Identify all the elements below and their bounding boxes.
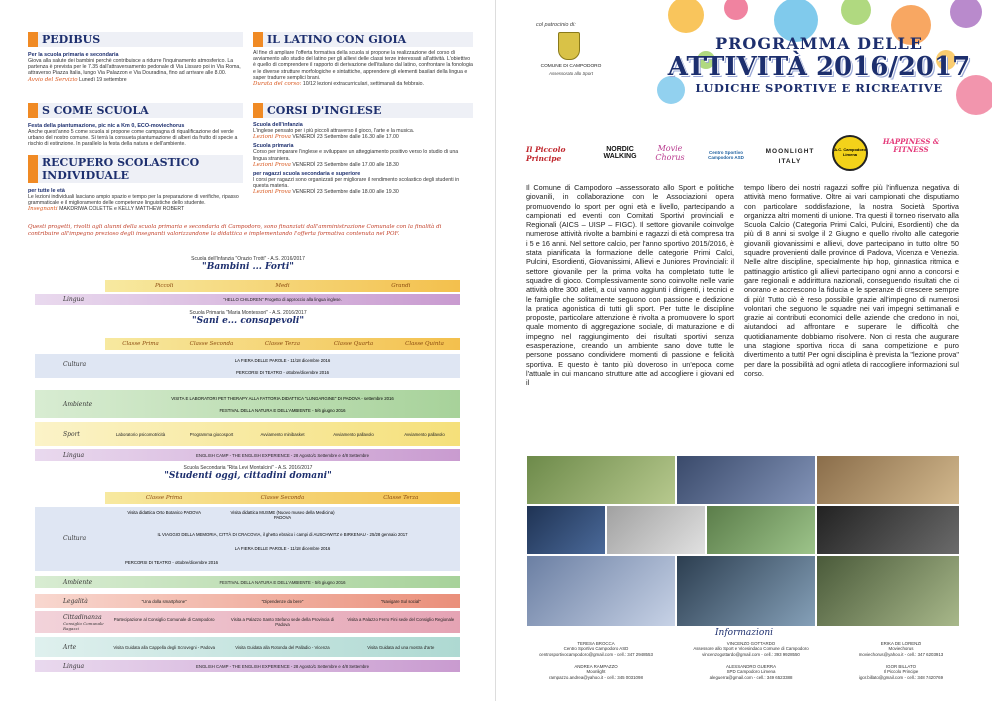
inglese-sub-1: Scuola dell'infanzia: [253, 122, 303, 128]
row-label: Lingua: [63, 662, 85, 670]
row-label: Cittadinanza: [63, 613, 102, 621]
latino-highlight: Durata del corso:: [253, 81, 302, 88]
row-item: PERCORSI DI TEATRO - ottobre/dicembre 2016: [125, 560, 218, 565]
infanzia-col: Piccoli: [154, 283, 174, 289]
photo-kids: [816, 555, 960, 627]
contact-igor: [836, 664, 966, 680]
infanzia-row-lingua: [35, 294, 460, 305]
infanzia-col: Grandi: [391, 283, 411, 289]
row-item: Programma giocosport: [189, 431, 234, 437]
contact-teresa: [526, 641, 666, 657]
recupero-section: [28, 155, 243, 213]
inglese-sub-2: Scuola primaria: [253, 143, 294, 150]
pedibus-section: [28, 32, 243, 83]
photo-team-volley: [676, 455, 816, 505]
inglese-text-2: Corso per imparare l'inglese e sviluppare un atteggiamento positivo verso lo studio di una lingua straniera.: [253, 149, 459, 162]
row-item: Visita didattica Orto Botanico PADOVA: [127, 510, 201, 515]
row-item: Avviamento minibasket: [260, 431, 305, 437]
logo-campodoro-limena: A.C. Campodoro Limena: [832, 135, 868, 171]
row-item: Visita didattica MUSME (Nuovo museo della Medicina) PADOVA: [230, 510, 335, 520]
inglese-lezione-1: Lezioni Prova: [253, 134, 291, 141]
inglese-text-1: L'inglese pensato per i più piccoli attraverso il gioco, l'arte e la musica.: [253, 128, 415, 134]
title-line-1: PROGRAMMA DELLE: [715, 34, 923, 53]
row-item: LA FIERA DELLE PAROLE - 11/18 dicembre 2016: [234, 546, 331, 551]
contact-email[interactable]: vincenzogottardo@gmail.com - cell.: 393 9928550: [702, 651, 800, 657]
row-item: PERCORSI DI TEATRO - ottobre/dicembre 2016: [236, 369, 329, 375]
photo-gym: [526, 505, 606, 555]
primaria-col: Classe Quarta: [333, 341, 374, 347]
row-item: Avviamento pallavolo: [333, 431, 374, 437]
contact-name: TERESA BROCCA: [577, 641, 615, 646]
title-line-2: ATTIVITÀ 2016/2017: [667, 52, 971, 82]
secondaria-col: Classe Prima: [145, 495, 183, 501]
row-item: VISITA E LABORATORI PET THERAPY ALLA FATTORIA DIDATTICA "LUNGARGINE" DI PADOVA - settembre 2016: [171, 395, 394, 401]
primaria-row-lingua: [35, 449, 460, 461]
secondaria-col: Classe Seconda: [260, 495, 305, 501]
row-item: Visita Guidata alla Rotonda del Palladio - Vicenza: [235, 644, 330, 650]
latino-date: 10/12 lezioni extracurriculari, settimanali da febbraio.: [302, 81, 424, 88]
secondaria-row-lingua: [35, 660, 460, 672]
secondaria-row-cultura: [35, 507, 460, 571]
contact-name: IGOR BILLATO: [885, 664, 917, 669]
row-item: FESTIVAL DELLA NATURA E DELL'AMBIENTE - 5/6 giugno 2016: [219, 407, 346, 413]
row-item: Visita a Palazzo Santo Stefano sede della Provincia di Padova: [230, 617, 335, 627]
contact-org: Moviechorus: [888, 646, 914, 652]
pedibus-text: Giova alla salute dei bambini perchè contribuisce a ridurre l'inquinamento atmosferico. La partenza è prevista per le 7.35 dall'attraversamento pedonale di Via Lissaro poi in Via Roma, attraverso Piazza Italia, lungo Via Palazzon e Via Douradina, fino ad arrivare alle 8.00.: [28, 58, 241, 77]
row-item: FESTIVAL DELLA NATURA E DELL'AMBIENTE - 5/6 giugno 2016: [219, 579, 346, 585]
photo-collage: [526, 455, 960, 627]
secondaria-title: "Studenti oggi, cittadini domani": [164, 471, 332, 481]
primaria-header: [0, 310, 496, 326]
row-label: Legalità: [63, 597, 88, 605]
contact-email[interactable]: moviechorus@yahoo.it - cell.: 347 6203913: [858, 651, 944, 657]
row-label: Sport: [63, 430, 80, 438]
patrocinio-label: col patrocinio di:: [536, 22, 576, 28]
row-label: Lingua: [63, 296, 85, 303]
primaria-col: Classe Terza: [264, 341, 301, 347]
contact-org: SPD Campodoro Limena: [726, 669, 776, 675]
secondaria-columns: [105, 492, 460, 504]
infanzia-col: Medi: [275, 283, 290, 289]
contact-email[interactable]: aleguerra@gmail.com - cell.: 349 6523388: [709, 674, 793, 680]
primaria-school: Scuola Primaria "Maria Montessori" - A.S. 2016/2017: [189, 310, 307, 316]
logo-moonlight: MOONLIGHT ITALY: [765, 148, 815, 165]
inglese-section: [253, 103, 473, 196]
logo-movie-chorus: Movie Chorus: [655, 144, 685, 162]
scuola-text: Anche quest'anno 5 come scuola si propone come campagna di riqualificazione del verde urbano del nostro comune. Si terrà la consueta piantumazione di alberi da frutto di specie a rischio di estinzione. In parallelo la festa della natura e dell'ambiente.: [28, 129, 238, 148]
infanzia-title: "Bambini ... Forti": [202, 262, 294, 272]
inglese-title: CORSI D'INGLESE: [253, 103, 473, 118]
secondaria-row-ambiente: [35, 576, 460, 588]
primaria-col: Classe Prima: [122, 341, 159, 347]
pedibus-date: Lunedì 19 settembre: [79, 76, 127, 83]
row-label: Cultura: [63, 535, 87, 542]
row-item: "Navigare Sul social": [380, 598, 421, 604]
logo-centro-sportivo: Centro Sportivo Campodoro ASD: [708, 150, 744, 160]
recupero-highlight: Insegnanti: [28, 206, 58, 213]
scuola-section: [28, 103, 243, 148]
pedibus-highlight: Avvio del Servizio: [28, 76, 78, 83]
contact-email[interactable]: rampazzo.andrea@yahoo.it - cell.: 345 0031098: [549, 674, 643, 680]
article-column-1: Il Comune di Campodoro –assessorato allo Sport e politiche giovanili, in collaborazione con le Associazioni opera promuovendo lo sport per ogni età e livello, partecipando a campionati ed eventi con Comitati Sportivi provinciali e Regionali (AICS – UISP – FIGC). Il settore giovanile coinvolge numerose attività rivolte a bambini e ragazzi di età compresa tra i 5 e 16 anni. Nel settore calcio, per l'anno sportivo 2015/2016, è stata pianificata la formazione delle categorie Primi Calci, Pulcini, Esordienti, Giovanissimi, Allievi e Juniores Provinciali: il settore giovanile per la prima volta ha completato tutte le squadre di gioco. Complessivamente sono coinvolte nelle varie attività oltre 300 atleti, a cui vanno aggiunti i dirigenti, i tecnici e le famiglie che solitamente seguono con passione e dedizione la pratica agonistica di tutti gli sport. Per tutte le discipline proposte, particolare attenzione è rivolta a promuovere lo sport quale momento di aggregazione sociale, di maturazione e di impegno nel raggiungimento dei risultati sportivi senza esasperazione, creando un ambiente sano dove tutte le persone possano condividere momenti di passione e felicità sportiva. E questo è tanto più doveroso in un'epoca come l'attuale in cui mancano strutture atte ad accogliere i giovani ed il: [526, 183, 734, 388]
row-label: Ambiente: [63, 400, 93, 408]
comune-crest: [558, 32, 580, 60]
contact-name: ANDREA RAMPAZZO: [574, 664, 618, 669]
contact-org: Assessore allo Sport e Vicesindaco Comune di Campodoro: [693, 646, 809, 652]
contact-vincenzo: [676, 641, 826, 657]
secondaria-row-legalita: [35, 594, 460, 608]
contact-email[interactable]: igor.billato@gmail.com - cell.: 348 7420769: [858, 674, 944, 680]
secondaria-row-cittadinanza: [35, 611, 460, 633]
contact-andrea: [526, 664, 666, 680]
photo-team-football: [526, 455, 676, 505]
latino-title: IL LATINO CON GIOIA: [253, 32, 473, 47]
contact-name: ALESSANDRO GUERRA: [725, 664, 777, 669]
contact-org: Centro Sportivo Campodoro ASD: [563, 646, 629, 652]
infanzia-columns: [105, 280, 460, 292]
row-item: ENGLISH CAMP - THE ENGLISH EXPERIENCE - 28 Agosto/1 Settembre e 4/8 Settembre: [196, 452, 369, 458]
contact-email[interactable]: centrosportivocampodoro@gmail.com - cell.: 347 2948553: [539, 651, 653, 657]
photo-field: [706, 505, 816, 555]
photo-hiphop: [816, 505, 960, 555]
inglese-date-3: VENERDÌ 23 Settembre dalle 18.00 alle 19.30: [292, 189, 399, 196]
infanzia-header: [0, 256, 496, 272]
latino-section: [253, 32, 473, 87]
contact-name: VINCENZO GOTTARDO: [726, 641, 776, 646]
row-label: Arte: [63, 643, 77, 651]
row-label: Cultura: [63, 361, 87, 368]
pedibus-title: PEDIBUS: [28, 32, 243, 47]
latino-text: Al fine di ampliare l'offerta formativa della scuola si propone la realizzazione del corso di avviamento allo studio del latino per gli allievi delle classi terze interessati all'attività. L'obiettivo è quello di comprendere il rapporto di derivazione dell'italiano dal latino, confrontare la fonologia e le diverse strutture morfologiche e sintattiche, apprendere gli elementi basilari della lingua e saper tradurre semplici brani.: [253, 50, 473, 81]
row-item: IL VIAGGIO DELLA MEMORIA, CITTÀ DI CRACOVIA, il ghetto ebraico i campi di AUSCHWITZ e BIRKENAU - 25/28 gennaio 2017: [157, 532, 408, 537]
photo-rhythmic-gymnastics: [526, 555, 676, 627]
title-line-3: LUDICHE SPORTIVE E RICREATIVE: [695, 81, 943, 95]
primaria-row-sport: [35, 422, 460, 446]
infanzia-school: Scuola dell'Infanzia "Orazio Trotti" - A.S. 2016/2017: [191, 256, 305, 262]
photo-skating: [676, 555, 816, 627]
row-item: "Una dolla smartphone": [141, 598, 187, 604]
row-item: Partecipazione al Consiglio Comunale di Campodoro: [113, 617, 215, 622]
contact-alessandro: [676, 664, 826, 680]
secondaria-col: Classe Terza: [383, 495, 419, 501]
inglese-lezione-3: Lezioni Prova: [253, 189, 291, 196]
contact-erika: [836, 641, 966, 657]
projects-note: Questi progetti, rivolti agli alunni della scuola primaria e secondaria di Campodoro, sono finanziati dall'amministrazione Comunale con la finalità di contribuire all'impegno prezioso degli insegnanti valorizzandone la didattica e implementando l'offerta formativa contenuta nel POF.: [28, 224, 442, 237]
primaria-columns: [105, 338, 460, 350]
recupero-text: Le lezioni individuali lasciano ampio spazio e tempo per la preparazione di verifiche, ripasso grammaticale e il miglioramento delle competenze linguistiche dello studente.: [28, 194, 239, 207]
row-label: Ambiente: [63, 578, 93, 586]
row-item: "Dipendenze da bere": [261, 598, 304, 604]
main-title: [646, 34, 992, 95]
contact-name: ERIKA DE LORENZI: [880, 641, 922, 646]
recupero-names: MAKDRIWA COLETTE e KELLY MATTHEW ROBERT: [59, 206, 185, 213]
row-item: Visita Guidata alla Cappella degli Scrovegni - Padova: [113, 644, 215, 650]
scuola-title: S COME SCUOLA: [28, 103, 243, 118]
secondaria-school: Scuola Secondaria "Rita Levi Montalcini" - A.S. 2016/2017: [183, 465, 313, 471]
inglese-text-3: I corsi per ragazzi sono organizzati per migliorare il rendimento scolastico degli studenti in questa materia.: [253, 177, 460, 190]
primaria-col: Classe Quinta: [405, 341, 444, 347]
primaria-row-ambiente: [35, 390, 460, 418]
secondaria-row-arte: [35, 637, 460, 657]
row-item: Visita a Palazzo Ferro Fini sede del Consiglio Regionale: [347, 617, 455, 622]
secondaria-header: [0, 465, 496, 481]
primaria-title: "Sani e... consapevoli": [191, 316, 305, 326]
logo-piccolo-principe: Il Piccolo Principe: [526, 145, 566, 163]
scuola-subtitle: Festa della piantumazione, pic nic a Km 0, ECO-moviechorus: [28, 123, 185, 129]
row-item: Laboratorio psicomotricità: [115, 431, 166, 437]
recupero-subtitle: per tutte le età: [28, 188, 65, 194]
photo-team-youth: [816, 455, 960, 505]
inglese-sub-3: per ragazzi scuola secondaria e superiore: [253, 171, 361, 178]
row-item: Avviamento pallavolo: [404, 431, 445, 437]
inglese-date-1: VENERDÌ 23 Settembre dalle 16.30 alle 17.00: [292, 134, 399, 141]
comune-name: COMUNE DI CAMPODORO: [540, 64, 602, 69]
row-item: LA FIERA DELLE PAROLE - 11/18 dicembre 2016: [234, 357, 331, 363]
logo-nordic-walking: NORDIC WALKING: [603, 146, 637, 160]
info-title: Informazioni: [714, 628, 774, 638]
contact-org: Il Piccolo Principe: [883, 669, 919, 675]
logo-happiness-fitness: HAPPINESS & FITNESS: [882, 137, 940, 154]
photo-dance: [606, 505, 706, 555]
recupero-title: RECUPERO SCOLASTICO INDIVIDUALE: [28, 155, 243, 183]
article-column-2: tempo libero dei nostri ragazzi soffre più l'influenza negativa di attività meno formative. Oltre ai vari campionati che disputiamo con particolare soddisfazione, la nostra Società Sportiva organizza altri momenti di unione. Tra questi il torneo riservato alla Scuola Calcio (Categoria Primi Calci, Pulcini, Esordienti) che da più di 8 anni si svolge il 2 Giugno e quello rivolto alle categorie giovanili giovanissimi e allievi, dove partecipano in tutto oltre 50 squadre provenienti dalle province di Padova, Vicenza e Venezia. Nelle altre discipline, specialmente hip hop, ginnastica ritmica e pattinaggio artistico gli allievi partecipano ogni anno a concorsi e gare regionali e addirittura nazionali, conseguendo risultati che ci onorano e accrescono la fiducia e le speranze di crescere sempre di più! Tutto ciò è reso possibile grazie all'impegno di numerosi volontari che seguono le squadre nei vari impegni settimanali e grazie ai contributi economici delle aziende che credono in noi, aiutandoci ad affrontare e superare le difficoltà che quotidianamente dobbiamo risolvere. Non ci resta che augurare una stagione sportiva ricca di sana competizione e puro divertimento a tutti! Per ogni disciplina è prevista la "lezione prova" per dare la possibilità ad ogni atleta di raccogliere informazioni sul corso.: [744, 183, 959, 378]
assessorato-label: Assessorato allo Sport: [549, 71, 593, 76]
primaria-row-cultura: [35, 354, 460, 378]
primaria-col: Classe Seconda: [189, 341, 234, 347]
inglese-lezione-2: Lezioni Prova: [253, 161, 291, 168]
row-item: ENGLISH CAMP - THE ENGLISH EXPERIENCE - 28 Agosto/1 Settembre e 4/8 Settembre: [196, 663, 369, 669]
pedibus-subtitle: Per la scuola primaria e secondaria: [28, 52, 119, 58]
right-page: [496, 0, 992, 701]
row-item: Visita Guidata ad una mostra d'arte: [367, 644, 435, 650]
row-item: "HELLO CHILDREN" Progetto di approccio alla lingua inglese.: [223, 297, 342, 302]
inglese-date-2: VENERDÌ 23 Settembre dalle 17.00 alle 18.30: [292, 161, 399, 168]
row-label: Lingua: [63, 451, 85, 459]
row-sublabel: Consiglio Comunale Ragazzi: [63, 620, 104, 631]
contact-org: Moonlight: [586, 669, 606, 675]
